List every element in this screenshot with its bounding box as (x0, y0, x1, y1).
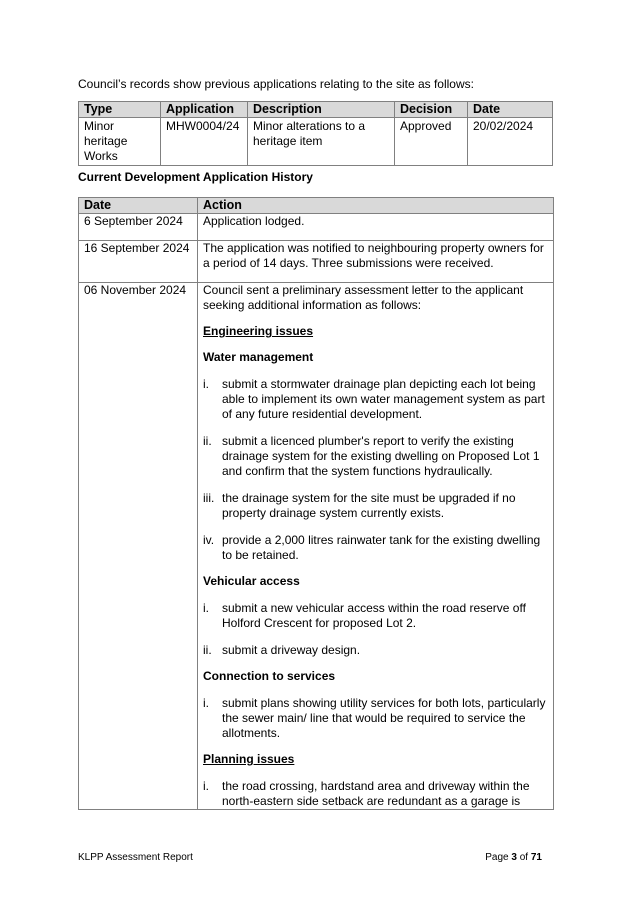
page-total: 71 (530, 852, 542, 863)
col-header-type: Type (79, 102, 161, 118)
page-current: 3 (511, 852, 517, 863)
cell-type: Minor heritage Works (79, 118, 161, 166)
col-header-decision: Decision (395, 102, 468, 118)
list-item (203, 696, 548, 741)
action-intro: Council sent a preliminary assessment letter to the applicant seeking additional information as follows: (203, 283, 524, 312)
footer-page-number (485, 852, 542, 863)
list-item-number: i. (203, 696, 209, 710)
table-row (79, 118, 553, 166)
list-item-number: i. (203, 377, 209, 391)
cell-action-detail (198, 283, 554, 810)
list-item (203, 434, 548, 479)
planning-issues-heading: Planning issues (203, 752, 295, 766)
cell-date: 16 September 2024 (79, 241, 198, 283)
list-item (203, 377, 548, 422)
list-item-text: submit plans showing utility services for both lots, particularly the sewer main/ line that would be required to service the allotments. (222, 696, 546, 740)
page-prefix: Page (485, 852, 512, 863)
list-item-text: submit a licenced plumber's report to verify the existing drainage system for the existing dwelling on Proposed Lot 1 and confirm that the system functions hydraulically. (222, 434, 540, 478)
list-item-text: the drainage system for the site must be upgraded if no property drainage system currently exists. (222, 491, 516, 520)
cell-action: The application was notified to neighbouring property owners for a period of 14 days. Three submissions were received. (198, 241, 554, 283)
cell-decision: Approved (395, 118, 468, 166)
footer-report-title: KLPP Assessment Report (78, 852, 193, 863)
table-row (79, 283, 554, 810)
list-item (203, 643, 548, 658)
vehicular-access-heading: Vehicular access (203, 574, 300, 588)
list-item-number: ii. (203, 643, 212, 657)
col-header-application: Application (161, 102, 248, 118)
page-of: of (516, 852, 531, 863)
col-header-action: Action (198, 198, 554, 214)
col-header-date: Date (79, 198, 198, 214)
cell-description: Minor alterations to a heritage item (248, 118, 395, 166)
col-header-description: Description (248, 102, 395, 118)
list-item (203, 601, 548, 631)
list-item-text: submit a driveway design. (222, 643, 361, 657)
list-item-number: i. (203, 601, 209, 615)
list-item-text: provide a 2,000 litres rainwater tank for the existing dwelling to be retained. (222, 533, 541, 562)
list-item-text: submit a new vehicular access within the road reserve off Holford Crescent for proposed Lot 2. (222, 601, 526, 630)
list-item-text: the road crossing, hardstand area and driveway within the north-eastern side setback are redundant as a garage is (222, 779, 530, 808)
list-item-number: i. (203, 779, 209, 793)
table-row (79, 241, 554, 283)
col-header-date: Date (468, 102, 553, 118)
table-header-row (79, 102, 553, 118)
list-item-text: submit a stormwater drainage plan depicting each lot being able to implement its own water management system as part of any future residential development. (222, 377, 545, 421)
intro-text: Council’s records show previous applications relating to the site as follows: (78, 77, 474, 91)
list-item (203, 779, 548, 809)
cell-action: Application lodged. (198, 214, 554, 241)
connection-to-services-heading: Connection to services (203, 669, 336, 683)
cell-date: 06 November 2024 (79, 283, 198, 810)
list-item-number: iii. (203, 491, 215, 505)
list-item-number: ii. (203, 434, 212, 448)
previous-applications-table (78, 101, 553, 166)
list-item (203, 491, 548, 521)
engineering-issues-heading: Engineering issues (203, 324, 314, 338)
section-heading: Current Development Application History (78, 170, 313, 184)
list-item-number: iv. (203, 533, 215, 547)
list-item (203, 533, 548, 563)
cell-application: MHW0004/24 (161, 118, 248, 166)
water-management-heading: Water management (203, 350, 314, 364)
table-header-row (79, 198, 554, 214)
cell-date: 20/02/2024 (468, 118, 553, 166)
table-row (79, 214, 554, 241)
cell-date: 6 September 2024 (79, 214, 198, 241)
application-history-table (78, 197, 554, 810)
